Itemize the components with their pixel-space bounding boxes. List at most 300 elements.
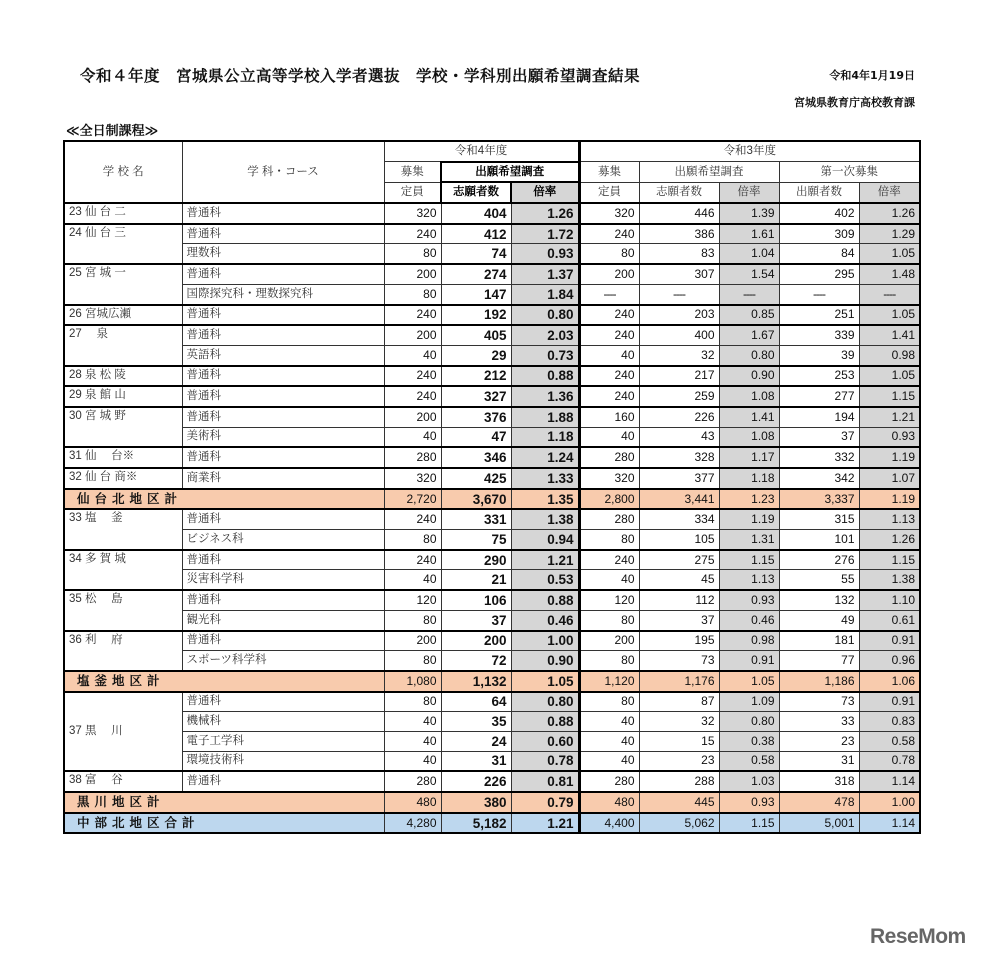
capacity-r3: 240 bbox=[579, 305, 639, 326]
first-ratio-r3: 1.38 bbox=[859, 570, 920, 590]
table-row bbox=[64, 530, 920, 550]
first-ratio-r3: 1.14 bbox=[859, 771, 920, 792]
first-applicants-r3: 77 bbox=[779, 651, 859, 671]
applicants-r3: 23 bbox=[639, 751, 719, 771]
capacity-r4: 120 bbox=[384, 590, 441, 610]
course-name: 普通科 bbox=[182, 771, 384, 792]
first-ratio-r3: 1.21 bbox=[859, 407, 920, 427]
ratio-r3: 0.90 bbox=[719, 366, 779, 387]
first-applicants-r3: 276 bbox=[779, 550, 859, 570]
capacity-r3: 4,400 bbox=[579, 813, 639, 834]
ratio-r4: 1.21 bbox=[511, 813, 579, 834]
first-ratio-r3: 1.41 bbox=[859, 325, 920, 345]
applicants-r3: 43 bbox=[639, 427, 719, 447]
applicants-r4: 5,182 bbox=[441, 813, 511, 834]
page-title: 令和４年度 宮城県公立高等学校入学者選抜 学校・学科別出願希望調査結果 bbox=[80, 67, 641, 85]
ratio-r4: 0.80 bbox=[511, 305, 579, 326]
table-row bbox=[64, 651, 920, 671]
applicants-r4: 376 bbox=[441, 407, 511, 427]
course-name: 普通科 bbox=[182, 386, 384, 407]
capacity-r4: 240 bbox=[384, 550, 441, 570]
table-row bbox=[64, 284, 920, 304]
ratio-r3: 1.13 bbox=[719, 570, 779, 590]
ratio-r4: 0.79 bbox=[511, 792, 579, 813]
course-name: 普通科 bbox=[182, 366, 384, 387]
ratio-r4: 0.93 bbox=[511, 244, 579, 264]
ratio-r3: 1.39 bbox=[719, 203, 779, 224]
ratio-r4: 1.00 bbox=[511, 631, 579, 651]
applicants-r4: 346 bbox=[441, 447, 511, 468]
table-row bbox=[64, 203, 920, 224]
course-name: 普通科 bbox=[182, 447, 384, 468]
ratio-r3: 0.80 bbox=[719, 712, 779, 732]
header-r3: 令和3年度 bbox=[579, 141, 920, 162]
applicants-r4: 64 bbox=[441, 692, 511, 712]
capacity-r3: 80 bbox=[579, 651, 639, 671]
applicants-r3: 445 bbox=[639, 792, 719, 813]
table-row bbox=[64, 712, 920, 732]
ratio-r3: 0.58 bbox=[719, 751, 779, 771]
subtotal-row bbox=[64, 489, 920, 510]
applicants-r3: 73 bbox=[639, 651, 719, 671]
course-name: 英語科 bbox=[182, 345, 384, 365]
applicants-r3: 5,062 bbox=[639, 813, 719, 834]
capacity-r3: 280 bbox=[579, 509, 639, 529]
ratio-r3: 1.04 bbox=[719, 244, 779, 264]
table-row bbox=[64, 468, 920, 489]
ratio-r3: 0.80 bbox=[719, 345, 779, 365]
ratio-r3: 1.54 bbox=[719, 264, 779, 284]
table-row bbox=[64, 386, 920, 407]
applicants-r4: 192 bbox=[441, 305, 511, 326]
applicants-r3: 217 bbox=[639, 366, 719, 387]
first-applicants-r3: 49 bbox=[779, 610, 859, 630]
applicants-r3: 288 bbox=[639, 771, 719, 792]
capacity-r4: 80 bbox=[384, 530, 441, 550]
course-name: 普通科 bbox=[182, 407, 384, 427]
first-applicants-r3: 295 bbox=[779, 264, 859, 284]
subtotal-row bbox=[64, 792, 920, 813]
capacity-r4: 80 bbox=[384, 284, 441, 304]
school-name: 37 黒 川 bbox=[64, 692, 182, 772]
first-ratio-r3: 1.06 bbox=[859, 671, 920, 692]
applicants-r3: 1,176 bbox=[639, 671, 719, 692]
course-name: 美術科 bbox=[182, 427, 384, 447]
applicants-r4: 405 bbox=[441, 325, 511, 345]
ratio-r4: 0.88 bbox=[511, 712, 579, 732]
header-r4-capacity2: 定員 bbox=[384, 182, 441, 203]
applicants-r4: 412 bbox=[441, 224, 511, 244]
capacity-r3: 80 bbox=[579, 692, 639, 712]
ratio-r4: 0.88 bbox=[511, 366, 579, 387]
first-ratio-r3: 0.78 bbox=[859, 751, 920, 771]
course-name: 観光科 bbox=[182, 610, 384, 630]
capacity-r3: 80 bbox=[579, 610, 639, 630]
applicants-r3: 400 bbox=[639, 325, 719, 345]
applicants-r4: 47 bbox=[441, 427, 511, 447]
applicants-r3: 3,441 bbox=[639, 489, 719, 510]
grand-total-row bbox=[64, 813, 920, 834]
first-applicants-r3: 277 bbox=[779, 386, 859, 407]
capacity-r4: 280 bbox=[384, 771, 441, 792]
capacity-r3: 40 bbox=[579, 570, 639, 590]
table-row bbox=[64, 427, 920, 447]
ratio-r4: 1.33 bbox=[511, 468, 579, 489]
course-name: 普通科 bbox=[182, 264, 384, 284]
applicants-r3: 203 bbox=[639, 305, 719, 326]
capacity-r4: 80 bbox=[384, 244, 441, 264]
first-ratio-r3: 0.91 bbox=[859, 692, 920, 712]
ratio-r4: 0.46 bbox=[511, 610, 579, 630]
capacity-r4: 40 bbox=[384, 427, 441, 447]
school-name: 28 泉 松 陵 bbox=[64, 366, 182, 387]
course-name: 商業科 bbox=[182, 468, 384, 489]
course-name: 普通科 bbox=[182, 325, 384, 345]
first-applicants-r3: 84 bbox=[779, 244, 859, 264]
school-name: 29 泉 館 山 bbox=[64, 386, 182, 407]
school-name: 26 宮城広瀬 bbox=[64, 305, 182, 326]
capacity-r3: 320 bbox=[579, 468, 639, 489]
capacity-r3: 320 bbox=[579, 203, 639, 224]
capacity-r3: 40 bbox=[579, 751, 639, 771]
capacity-r3: 200 bbox=[579, 631, 639, 651]
applicants-r3: ---- bbox=[639, 284, 719, 304]
first-applicants-r3: 318 bbox=[779, 771, 859, 792]
first-ratio-r3: 1.19 bbox=[859, 489, 920, 510]
ratio-r4: 0.78 bbox=[511, 751, 579, 771]
applicants-r3: 275 bbox=[639, 550, 719, 570]
applicants-r4: 147 bbox=[441, 284, 511, 304]
first-applicants-r3: 31 bbox=[779, 751, 859, 771]
capacity-r3: 2,800 bbox=[579, 489, 639, 510]
school-name: 27 泉 bbox=[64, 325, 182, 365]
header-r3-first: 第一次募集 bbox=[779, 162, 920, 183]
table-row bbox=[64, 610, 920, 630]
first-ratio-r3: 1.19 bbox=[859, 447, 920, 468]
capacity-r4: 40 bbox=[384, 345, 441, 365]
capacity-r3: ---- bbox=[579, 284, 639, 304]
applicants-r3: 32 bbox=[639, 712, 719, 732]
first-applicants-r3: 23 bbox=[779, 731, 859, 751]
header-r3-applicants: 志願者数 bbox=[639, 182, 719, 203]
applicants-r4: 274 bbox=[441, 264, 511, 284]
school-name: 31 仙 台※ bbox=[64, 447, 182, 468]
section-label: ≪全日制課程≫ bbox=[66, 124, 159, 139]
table-row bbox=[64, 407, 920, 427]
header-r3-ratio: 倍率 bbox=[719, 182, 779, 203]
applicants-r4: 35 bbox=[441, 712, 511, 732]
capacity-r3: 40 bbox=[579, 345, 639, 365]
applicants-r4: 1,132 bbox=[441, 671, 511, 692]
first-ratio-r3: 1.07 bbox=[859, 468, 920, 489]
ratio-r4: 1.37 bbox=[511, 264, 579, 284]
ratio-r4: 0.80 bbox=[511, 692, 579, 712]
ratio-r3: 1.31 bbox=[719, 530, 779, 550]
capacity-r3: 480 bbox=[579, 792, 639, 813]
capacity-r4: 240 bbox=[384, 366, 441, 387]
table-row bbox=[64, 570, 920, 590]
header-r3-survey: 出願希望調査 bbox=[639, 162, 779, 183]
course-name: 普通科 bbox=[182, 590, 384, 610]
first-ratio-r3: 1.26 bbox=[859, 530, 920, 550]
capacity-r4: 40 bbox=[384, 751, 441, 771]
capacity-r4: 320 bbox=[384, 468, 441, 489]
header-r3-first-ratio: 倍率 bbox=[859, 182, 920, 203]
resemom-logo: ReseMom bbox=[870, 925, 966, 948]
first-ratio-r3: 1.15 bbox=[859, 386, 920, 407]
capacity-r4: 480 bbox=[384, 792, 441, 813]
header-r4-ratio: 倍率 bbox=[511, 182, 579, 203]
header-school: 学 校 名 bbox=[64, 141, 182, 203]
capacity-r3: 240 bbox=[579, 386, 639, 407]
course-name: 普通科 bbox=[182, 550, 384, 570]
ratio-r4: 0.60 bbox=[511, 731, 579, 751]
course-name: 理数科 bbox=[182, 244, 384, 264]
school-name: 34 多 賀 城 bbox=[64, 550, 182, 590]
course-name: 普通科 bbox=[182, 692, 384, 712]
ratio-r3: 1.15 bbox=[719, 550, 779, 570]
applicants-r4: 226 bbox=[441, 771, 511, 792]
table-row bbox=[64, 325, 920, 345]
first-applicants-r3: 39 bbox=[779, 345, 859, 365]
applicants-r3: 83 bbox=[639, 244, 719, 264]
first-ratio-r3: 0.93 bbox=[859, 427, 920, 447]
table-body bbox=[64, 203, 920, 833]
ratio-r3: 1.09 bbox=[719, 692, 779, 712]
applicants-r4: 290 bbox=[441, 550, 511, 570]
ratio-r4: 1.21 bbox=[511, 550, 579, 570]
table-row bbox=[64, 509, 920, 529]
first-applicants-r3: 101 bbox=[779, 530, 859, 550]
subtotal-label: 黒川地区計 bbox=[64, 792, 384, 813]
results-table bbox=[63, 140, 921, 834]
first-ratio-r3: 1.29 bbox=[859, 224, 920, 244]
capacity-r3: 1,120 bbox=[579, 671, 639, 692]
ratio-r4: 0.88 bbox=[511, 590, 579, 610]
applicants-r4: 31 bbox=[441, 751, 511, 771]
applicants-r3: 259 bbox=[639, 386, 719, 407]
ratio-r4: 1.84 bbox=[511, 284, 579, 304]
ratio-r3: 1.05 bbox=[719, 671, 779, 692]
first-applicants-r3: 402 bbox=[779, 203, 859, 224]
applicants-r3: 386 bbox=[639, 224, 719, 244]
table-row bbox=[64, 305, 920, 326]
first-ratio-r3: 0.98 bbox=[859, 345, 920, 365]
ratio-r4: 1.36 bbox=[511, 386, 579, 407]
document-date: 令和4年1月19日 bbox=[829, 69, 915, 82]
ratio-r4: 0.53 bbox=[511, 570, 579, 590]
first-applicants-r3: 55 bbox=[779, 570, 859, 590]
course-name: 電子工学科 bbox=[182, 731, 384, 751]
first-ratio-r3: 0.58 bbox=[859, 731, 920, 751]
applicants-r4: 425 bbox=[441, 468, 511, 489]
first-ratio-r3: 1.05 bbox=[859, 366, 920, 387]
applicants-r4: 21 bbox=[441, 570, 511, 590]
table-row bbox=[64, 345, 920, 365]
first-ratio-r3: 0.96 bbox=[859, 651, 920, 671]
course-name: 普通科 bbox=[182, 224, 384, 244]
course-name: スポーツ科学科 bbox=[182, 651, 384, 671]
capacity-r4: 240 bbox=[384, 386, 441, 407]
applicants-r4: 72 bbox=[441, 651, 511, 671]
ratio-r4: 0.94 bbox=[511, 530, 579, 550]
header-r3-capacity2: 定員 bbox=[579, 182, 639, 203]
capacity-r3: 120 bbox=[579, 590, 639, 610]
applicants-r4: 404 bbox=[441, 203, 511, 224]
capacity-r4: 2,720 bbox=[384, 489, 441, 510]
course-name: 国際探究科・理数探究科 bbox=[182, 284, 384, 304]
applicants-r3: 334 bbox=[639, 509, 719, 529]
ratio-r3: 0.93 bbox=[719, 792, 779, 813]
capacity-r4: 40 bbox=[384, 731, 441, 751]
ratio-r3: 1.23 bbox=[719, 489, 779, 510]
course-name: 機械科 bbox=[182, 712, 384, 732]
applicants-r4: 75 bbox=[441, 530, 511, 550]
table-row bbox=[64, 731, 920, 751]
header-r4-applicants: 志願者数 bbox=[441, 182, 511, 203]
capacity-r4: 320 bbox=[384, 203, 441, 224]
ratio-r3: 0.46 bbox=[719, 610, 779, 630]
ratio-r4: 0.73 bbox=[511, 345, 579, 365]
capacity-r3: 40 bbox=[579, 731, 639, 751]
capacity-r3: 240 bbox=[579, 366, 639, 387]
header-r4-survey: 出願希望調査 bbox=[441, 162, 579, 183]
first-applicants-r3: 342 bbox=[779, 468, 859, 489]
applicants-r3: 37 bbox=[639, 610, 719, 630]
ratio-r4: 1.72 bbox=[511, 224, 579, 244]
school-name: 32 仙 台 商※ bbox=[64, 468, 182, 489]
ratio-r4: 1.35 bbox=[511, 489, 579, 510]
ratio-r4: 1.24 bbox=[511, 447, 579, 468]
capacity-r4: 80 bbox=[384, 610, 441, 630]
applicants-r3: 15 bbox=[639, 731, 719, 751]
capacity-r4: 200 bbox=[384, 407, 441, 427]
applicants-r3: 105 bbox=[639, 530, 719, 550]
ratio-r3: 0.85 bbox=[719, 305, 779, 326]
first-ratio-r3: 1.05 bbox=[859, 305, 920, 326]
first-ratio-r3: ---- bbox=[859, 284, 920, 304]
applicants-r4: 327 bbox=[441, 386, 511, 407]
capacity-r4: 240 bbox=[384, 224, 441, 244]
capacity-r4: 80 bbox=[384, 692, 441, 712]
first-ratio-r3: 1.13 bbox=[859, 509, 920, 529]
header-r4: 令和4年度 bbox=[384, 141, 579, 162]
applicants-r4: 200 bbox=[441, 631, 511, 651]
table-row bbox=[64, 264, 920, 284]
ratio-r3: 0.38 bbox=[719, 731, 779, 751]
ratio-r3: 1.67 bbox=[719, 325, 779, 345]
first-ratio-r3: 0.91 bbox=[859, 631, 920, 651]
first-applicants-r3: 37 bbox=[779, 427, 859, 447]
course-name: 普通科 bbox=[182, 631, 384, 651]
course-name: 災害科学科 bbox=[182, 570, 384, 590]
school-name: 36 利 府 bbox=[64, 631, 182, 671]
course-name: 普通科 bbox=[182, 509, 384, 529]
applicants-r4: 74 bbox=[441, 244, 511, 264]
ratio-r3: 1.17 bbox=[719, 447, 779, 468]
ratio-r4: 0.81 bbox=[511, 771, 579, 792]
first-applicants-r3: 251 bbox=[779, 305, 859, 326]
applicants-r4: 380 bbox=[441, 792, 511, 813]
applicants-r4: 331 bbox=[441, 509, 511, 529]
capacity-r3: 280 bbox=[579, 771, 639, 792]
subtotal-label: 塩釜地区計 bbox=[64, 671, 384, 692]
applicants-r3: 32 bbox=[639, 345, 719, 365]
course-name: 普通科 bbox=[182, 203, 384, 224]
ratio-r3: 1.15 bbox=[719, 813, 779, 834]
capacity-r3: 280 bbox=[579, 447, 639, 468]
school-name: 25 宮 城 一 bbox=[64, 264, 182, 304]
capacity-r4: 280 bbox=[384, 447, 441, 468]
first-ratio-r3: 0.61 bbox=[859, 610, 920, 630]
capacity-r3: 240 bbox=[579, 325, 639, 345]
table-row bbox=[64, 366, 920, 387]
table-row bbox=[64, 447, 920, 468]
first-applicants-r3: 3,337 bbox=[779, 489, 859, 510]
applicants-r4: 37 bbox=[441, 610, 511, 630]
applicants-r4: 3,670 bbox=[441, 489, 511, 510]
course-name: ビジネス科 bbox=[182, 530, 384, 550]
applicants-r3: 307 bbox=[639, 264, 719, 284]
first-ratio-r3: 1.15 bbox=[859, 550, 920, 570]
school-name: 33 塩 釜 bbox=[64, 509, 182, 549]
capacity-r3: 240 bbox=[579, 550, 639, 570]
subtotal-row bbox=[64, 671, 920, 692]
applicants-r3: 446 bbox=[639, 203, 719, 224]
ratio-r3: 1.41 bbox=[719, 407, 779, 427]
first-applicants-r3: 315 bbox=[779, 509, 859, 529]
subtotal-label: 仙台北地区計 bbox=[64, 489, 384, 510]
applicants-r3: 226 bbox=[639, 407, 719, 427]
ratio-r3: 0.91 bbox=[719, 651, 779, 671]
first-ratio-r3: 1.00 bbox=[859, 792, 920, 813]
first-ratio-r3: 1.10 bbox=[859, 590, 920, 610]
capacity-r4: 40 bbox=[384, 570, 441, 590]
school-name: 35 松 島 bbox=[64, 590, 182, 630]
applicants-r4: 24 bbox=[441, 731, 511, 751]
capacity-r4: 200 bbox=[384, 631, 441, 651]
ratio-r3: 1.08 bbox=[719, 386, 779, 407]
capacity-r3: 80 bbox=[579, 244, 639, 264]
course-name: 環境技術科 bbox=[182, 751, 384, 771]
first-applicants-r3: 1,186 bbox=[779, 671, 859, 692]
table-row bbox=[64, 224, 920, 244]
ratio-r3: 0.93 bbox=[719, 590, 779, 610]
grand-total-label: 中部北地区合計 bbox=[64, 813, 384, 834]
table-row bbox=[64, 590, 920, 610]
school-name: 23 仙 台 二 bbox=[64, 203, 182, 224]
applicants-r3: 45 bbox=[639, 570, 719, 590]
course-name: 普通科 bbox=[182, 305, 384, 326]
first-applicants-r3: 194 bbox=[779, 407, 859, 427]
ratio-r4: 0.90 bbox=[511, 651, 579, 671]
first-ratio-r3: 1.05 bbox=[859, 244, 920, 264]
table-row bbox=[64, 771, 920, 792]
ratio-r3: 1.61 bbox=[719, 224, 779, 244]
applicants-r4: 29 bbox=[441, 345, 511, 365]
table-row bbox=[64, 692, 920, 712]
first-applicants-r3: 181 bbox=[779, 631, 859, 651]
ratio-r4: 1.38 bbox=[511, 509, 579, 529]
department-name: 宮城県教育庁高校教育課 bbox=[794, 96, 915, 109]
applicants-r3: 328 bbox=[639, 447, 719, 468]
capacity-r3: 80 bbox=[579, 530, 639, 550]
ratio-r4: 1.88 bbox=[511, 407, 579, 427]
table-row bbox=[64, 631, 920, 651]
first-ratio-r3: 1.26 bbox=[859, 203, 920, 224]
header-course: 学 科・コース bbox=[182, 141, 384, 203]
school-name: 24 仙 台 三 bbox=[64, 224, 182, 264]
